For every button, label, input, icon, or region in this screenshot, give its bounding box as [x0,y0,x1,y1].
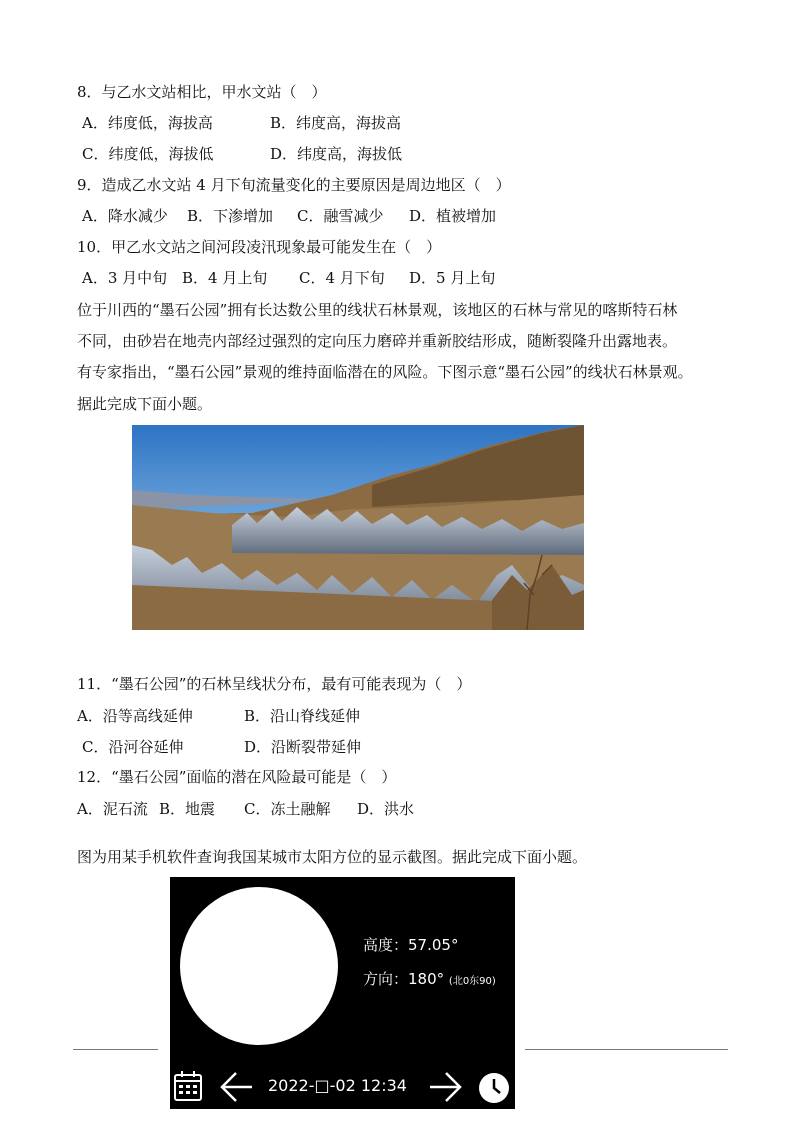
date-time-display: 2022-□-02 12:34 [268,1076,407,1095]
q9-option-a: A．降水减少 [82,207,168,225]
q11-option-a: A．沿等高线延伸 [77,707,193,725]
q8-option-a: A．纬度低，海拔高 [82,114,213,132]
passage1-line3: 有专家指出，“墨石公园”景观的维持面临潜在的风险。下图示意“墨石公园”的线状石林景观。 [77,363,693,381]
question-12-stem: 12．“墨石公园”面临的潜在风险最可能是（ ） [77,768,397,786]
question-9-stem: 9．造成乙水文站 4 月下旬流量变化的主要原因是周边地区（ ） [77,176,511,194]
q10-option-c: C．4 月下旬 [299,269,385,287]
passage2: 图为用某手机软件查询我国某城市太阳方位的显示截图。据此完成下面小题。 [77,848,588,866]
q11-option-d: D．沿断裂带延伸 [244,738,362,756]
arrow-right-icon[interactable] [428,1070,464,1108]
q12-option-d: D．洪水 [357,800,415,818]
phone-screenshot [170,877,515,1109]
stone-forest-photo [132,425,584,630]
sun-altitude: 高度：57.05° [363,936,459,954]
sun-compass-dial [180,887,338,1045]
divider-right [525,1049,728,1050]
q12-option-a: A．泥石流 [77,800,148,818]
q11-option-c: C．沿河谷延伸 [82,738,184,756]
q12-option-b: B．地震 [159,800,216,818]
q10-option-d: D．5 月上旬 [409,269,496,287]
q8-option-c: C．纬度低，海拔低 [82,145,214,163]
sun-direction: 方向：180° [363,970,445,988]
passage1-line4: 据此完成下面小题。 [77,395,213,413]
divider-left [73,1049,158,1050]
arrow-left-icon[interactable] [218,1070,254,1108]
calendar-icon[interactable] [173,1070,203,1106]
clock-icon[interactable] [478,1072,510,1108]
passage1-line1: 位于川西的“墨石公园”拥有长达数公里的线状石林景观，该地区的石林与常见的喀斯特石林 [77,301,678,319]
q9-option-d: D．植被增加 [409,207,497,225]
q8-option-b: B．纬度高，海拔高 [270,114,402,132]
question-11-stem: 11．“墨石公园”的石林呈线状分布，最有可能表现为（ ） [77,675,472,693]
q12-option-c: C．冻土融解 [244,800,331,818]
q10-option-a: A．3 月中旬 [82,269,168,287]
q11-option-b: B．沿山脊线延伸 [244,707,361,725]
q10-option-b: B．4 月上旬 [182,269,268,287]
sun-direction-row [363,968,496,989]
direction-note: (北0东90) [448,976,496,987]
q9-option-b: B．下渗增加 [187,207,274,225]
question-8-stem: 8．与乙水文站相比，甲水文站（ ） [77,83,327,101]
passage1-line2: 不同，由砂岩在地壳内部经过强烈的定向压力磨碎并重新胶结形成，随断裂隆升出露地表。 [77,332,678,350]
question-10-stem: 10．甲乙水文站之间河段凌汛现象最可能发生在（ ） [77,238,442,256]
q8-option-d: D．纬度高，海拔低 [270,145,403,163]
q9-option-c: C．融雪减少 [297,207,384,225]
